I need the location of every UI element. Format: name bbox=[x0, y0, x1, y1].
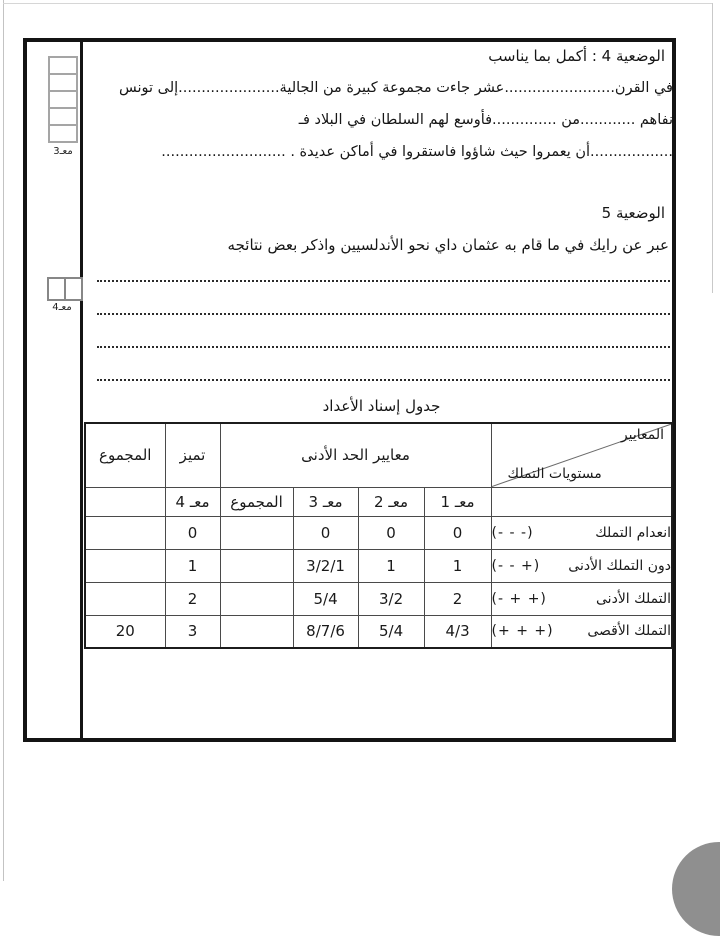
cell-total bbox=[85, 549, 165, 582]
margin-divider bbox=[80, 38, 83, 742]
score-boxes-activity4 bbox=[48, 58, 78, 143]
cell-c2: 1 bbox=[358, 549, 424, 582]
cell-c3: 0 bbox=[293, 516, 358, 549]
answer-line bbox=[97, 379, 670, 381]
cell-c2: 5/4 bbox=[358, 615, 424, 648]
cell-c3: 8/7/6 bbox=[293, 615, 358, 648]
floating-action-button[interactable] bbox=[672, 842, 720, 936]
activity4-fill-line-3: ..................أن يعمروا حيث شاؤوا فاستقروا في أماكن عديدة . ........................... bbox=[161, 144, 673, 160]
table-row bbox=[85, 615, 672, 648]
grading-table-title: جدول إسناد الأعداد bbox=[322, 397, 441, 415]
subheader-c3: معـ 3 bbox=[293, 487, 358, 516]
cell-sum bbox=[220, 516, 293, 549]
cell-c4: 0 bbox=[165, 516, 220, 549]
corner-criteria-label: المعايير bbox=[620, 427, 665, 443]
subheader-c4: معـ 4 bbox=[165, 487, 220, 516]
activity4-fill-line-2: نفاهم ............من ..............فأوسع لهم السلطان في البلاد فـ bbox=[298, 112, 673, 128]
score-boxes-activity5 bbox=[47, 277, 83, 301]
subheader-c2: معـ 2 bbox=[358, 487, 424, 516]
answer-line bbox=[97, 346, 670, 348]
level-label: التملك الأدنى bbox=[596, 590, 672, 607]
answer-line bbox=[97, 313, 670, 315]
grading-table bbox=[84, 422, 673, 649]
level-label: دون التملك الأدنى bbox=[568, 557, 672, 574]
score-label-activity5: معـ4 bbox=[52, 302, 72, 313]
level-label: انعدام التملك bbox=[595, 524, 672, 541]
level-marks: (- - -) bbox=[491, 524, 534, 541]
subheader-empty bbox=[85, 487, 165, 516]
activity4-fill-line-1: في القرن........................عشر جاءت مجموعة كبيرة من الجالية......................إلى تونس bbox=[118, 80, 673, 96]
cell-c3: 5/4 bbox=[293, 582, 358, 615]
header-excellence: تميز bbox=[165, 423, 220, 487]
cell-c4: 2 bbox=[165, 582, 220, 615]
score-box bbox=[48, 124, 78, 143]
header-total: المجموع bbox=[85, 423, 165, 487]
scan-edge-left bbox=[3, 0, 4, 881]
cell-total bbox=[85, 582, 165, 615]
header-min-criteria: معايير الحد الأدنى bbox=[220, 423, 491, 487]
cell-sum bbox=[220, 549, 293, 582]
table-row bbox=[85, 582, 672, 615]
cell-c2: 0 bbox=[358, 516, 424, 549]
subheader-empty bbox=[491, 487, 672, 516]
cell-c1: 0 bbox=[424, 516, 491, 549]
activity4-heading: الوضعية 4 : أكمل بما يناسب bbox=[488, 47, 665, 65]
score-label-activity4: معـ3 bbox=[53, 146, 73, 157]
activity5-prompt: عبر عن رايك في ما قام به عثمان داي نحو الأندلسيين واذكر بعض نتائجه bbox=[227, 236, 669, 254]
table-row bbox=[85, 549, 672, 582]
table-row bbox=[85, 516, 672, 549]
cell-c4: 1 bbox=[165, 549, 220, 582]
cell-c1: 1 bbox=[424, 549, 491, 582]
cell-total: 20 bbox=[85, 615, 165, 648]
cell-total bbox=[85, 516, 165, 549]
corner-levels-label: مستويات التملك bbox=[507, 465, 602, 482]
answer-line bbox=[97, 280, 670, 282]
score-box bbox=[64, 277, 83, 301]
level-marks: (- - +) bbox=[491, 557, 541, 574]
subheader-sum: المجموع bbox=[220, 487, 293, 516]
activity5-heading: الوضعية 5 bbox=[601, 204, 665, 222]
cell-c2: 3/2 bbox=[358, 582, 424, 615]
cell-sum bbox=[220, 582, 293, 615]
cell-sum bbox=[220, 615, 293, 648]
level-marks: (- + +) bbox=[491, 590, 547, 607]
scan-edge-right bbox=[712, 3, 713, 293]
subheader-c1: معـ 1 bbox=[424, 487, 491, 516]
scan-edge-top bbox=[3, 3, 713, 4]
cell-c1: 2 bbox=[424, 582, 491, 615]
level-label: التملك الأقصى bbox=[587, 623, 672, 640]
cell-c3: 3/2/1 bbox=[293, 549, 358, 582]
cell-c1: 4/3 bbox=[424, 615, 491, 648]
cell-c4: 3 bbox=[165, 615, 220, 648]
corner-cell bbox=[491, 423, 672, 487]
level-marks: (+ + +) bbox=[491, 623, 554, 640]
